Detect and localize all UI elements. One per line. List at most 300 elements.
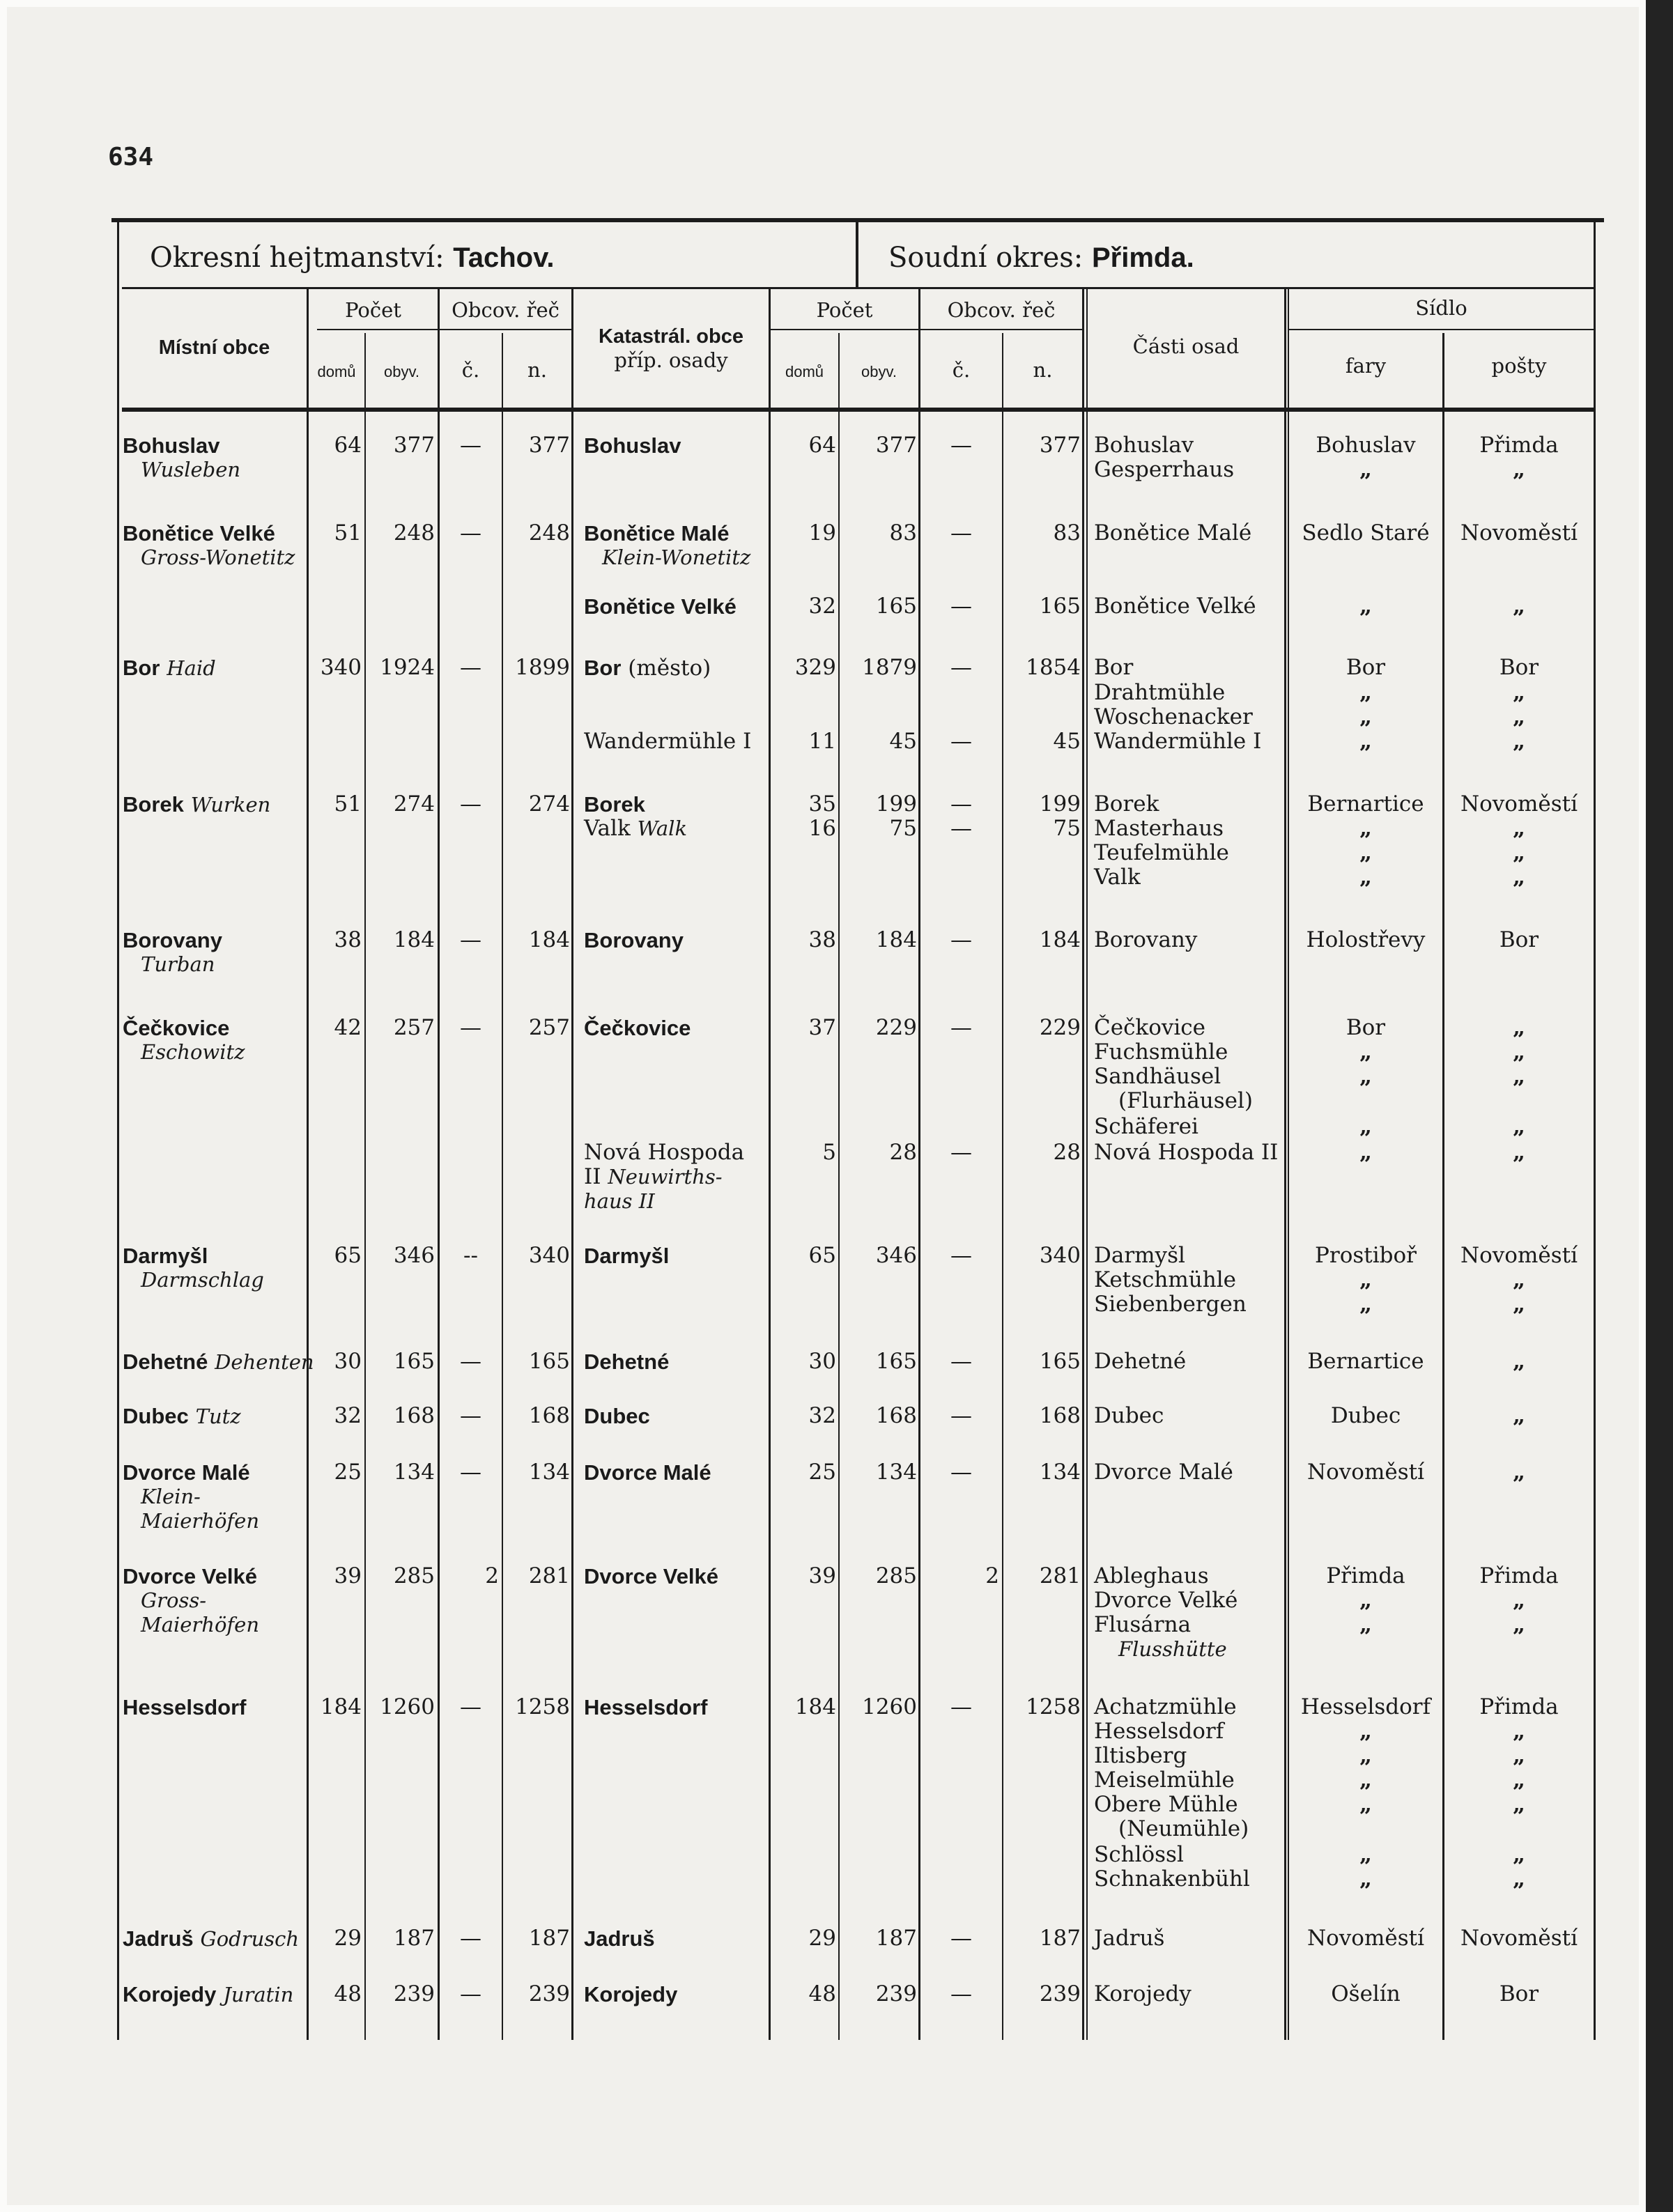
vrule-left bbox=[117, 222, 119, 2040]
hdr-obyv-1: obyv. bbox=[384, 363, 419, 380]
cast-osady: Achatzmühle bbox=[1094, 1694, 1237, 1719]
katastr-name-cz: Dvorce Malé bbox=[584, 1460, 711, 1485]
obec-cesky: — bbox=[460, 1460, 481, 1485]
sidlo-fary: Novoměstí bbox=[1307, 1460, 1424, 1485]
katastr-obyv: 285 bbox=[875, 1563, 917, 1588]
obec-name bbox=[123, 1244, 305, 1269]
obec-name-de: Dehenten bbox=[215, 1350, 314, 1374]
katastr-cesky: — bbox=[950, 791, 972, 817]
katastr-cesky: — bbox=[950, 1926, 972, 1951]
katastr-obyv: 346 bbox=[875, 1243, 917, 1268]
vrule-c2 bbox=[364, 333, 366, 2040]
obec-domu: 65 bbox=[334, 1243, 362, 1268]
cast-osady: Bonětice Velké bbox=[1094, 594, 1256, 619]
hdr-domu-1: domů bbox=[317, 363, 356, 380]
cast-osady: Čečkovice bbox=[1094, 1015, 1206, 1040]
katastr-cesky: — bbox=[950, 520, 972, 546]
obec-name-de: Eschowitz bbox=[141, 1040, 245, 1064]
katastr-obyv: 187 bbox=[875, 1926, 917, 1951]
vrule-c10b bbox=[1086, 289, 1088, 2040]
sidlo-fary: „ bbox=[1359, 1612, 1372, 1637]
obec-name bbox=[123, 1982, 305, 2007]
katastr-name-cz: Nová Hospoda bbox=[584, 1140, 745, 1165]
katastr-name bbox=[584, 1140, 767, 1165]
katastr-domu: 32 bbox=[808, 1403, 836, 1428]
pocet1-rule bbox=[317, 329, 571, 330]
okres-title: Okresní hejtmanství: Tachov. bbox=[150, 242, 555, 274]
katastr-name bbox=[584, 1016, 767, 1041]
vrule-c3 bbox=[438, 289, 440, 2040]
obec-nemecky: 134 bbox=[528, 1460, 570, 1485]
obec-cesky: — bbox=[460, 791, 481, 817]
sidlo-posty: „ bbox=[1513, 1612, 1525, 1637]
cast-osady: Wandermühle I bbox=[1094, 729, 1262, 754]
katastr-obyv: 199 bbox=[875, 791, 917, 817]
obec-nemecky: 257 bbox=[528, 1015, 570, 1040]
obec-name-de: Maierhöfen bbox=[141, 1613, 259, 1637]
katastr-cesky: — bbox=[950, 1694, 972, 1719]
katastr-name bbox=[584, 656, 767, 681]
katastr-name-cz: Dehetné bbox=[584, 1349, 670, 1374]
obec-nemecky: 1899 bbox=[515, 655, 570, 680]
cast-osady: Fuchsmühle bbox=[1094, 1039, 1228, 1065]
katastr-line bbox=[584, 1189, 767, 1214]
obec-nemecky: 281 bbox=[528, 1563, 570, 1588]
sidlo-posty: „ bbox=[1513, 1039, 1525, 1065]
obec-name-cz: Bonětice Velké bbox=[123, 521, 275, 546]
obec-nemecky: 184 bbox=[528, 927, 570, 952]
cast-osady: Sandhäusel bbox=[1094, 1064, 1221, 1089]
katastr-nemecky: 340 bbox=[1039, 1243, 1081, 1268]
scan-edge bbox=[1646, 0, 1673, 2212]
sidlo-posty: „ bbox=[1513, 1768, 1525, 1793]
katastr-nemecky: 168 bbox=[1039, 1403, 1081, 1428]
sidlo-fary: „ bbox=[1359, 1267, 1372, 1292]
obec-obyv: 285 bbox=[393, 1563, 435, 1588]
obec-cesky: — bbox=[460, 433, 481, 458]
sidlo-posty: „ bbox=[1513, 1792, 1525, 1817]
katastr-line-de: Neuwirths- bbox=[608, 1165, 723, 1189]
katastr-obyv: 229 bbox=[875, 1015, 917, 1040]
obec-domu: 64 bbox=[334, 433, 362, 458]
katastr-name bbox=[584, 1460, 767, 1485]
obec-obyv: 134 bbox=[393, 1460, 435, 1485]
katastr-domu: 29 bbox=[808, 1926, 836, 1951]
sidlo-posty: Novoměstí bbox=[1460, 1926, 1578, 1951]
sidlo-posty: „ bbox=[1513, 729, 1525, 754]
katastr-nemecky: 134 bbox=[1039, 1460, 1081, 1485]
katastr-domu: 32 bbox=[808, 594, 836, 619]
obec-name-cz: Bohuslav bbox=[123, 433, 220, 458]
katastr-domu: 48 bbox=[808, 1981, 836, 2006]
obec-name bbox=[123, 1695, 305, 1720]
obec-obyv: 346 bbox=[393, 1243, 435, 1268]
obec-name-de: Darmschlag bbox=[141, 1268, 264, 1292]
cast-osady: Borovany bbox=[1094, 927, 1198, 952]
obec-cesky: — bbox=[460, 1694, 481, 1719]
obec-domu: 51 bbox=[334, 791, 362, 817]
katastr-cesky: — bbox=[950, 655, 972, 680]
katastr-name-cz: Bor bbox=[584, 656, 622, 680]
obec-name-de: Turban bbox=[141, 952, 215, 976]
obec-obyv: 1924 bbox=[380, 655, 435, 680]
katastr-name-cz: Bohuslav bbox=[584, 433, 681, 458]
katastr-domu: 37 bbox=[808, 1015, 836, 1040]
sidlo-fary: Holostřevy bbox=[1306, 927, 1426, 952]
katastr-name-cz: Čečkovice bbox=[584, 1016, 691, 1040]
cast-osady: Borek bbox=[1094, 791, 1159, 817]
cast-osady: Schnakenbühl bbox=[1094, 1866, 1250, 1892]
sidlo-posty: „ bbox=[1513, 1015, 1525, 1040]
obec-nemecky: 168 bbox=[528, 1403, 570, 1428]
katastr-name bbox=[584, 1982, 767, 2007]
sidlo-fary: „ bbox=[1359, 729, 1372, 754]
katastr-name-cz: Dubec bbox=[584, 1404, 650, 1428]
obec-domu: 30 bbox=[334, 1349, 362, 1374]
sidlo-fary: Bernartice bbox=[1307, 791, 1424, 817]
obec-domu: 39 bbox=[334, 1563, 362, 1588]
katastr-cesky: — bbox=[950, 594, 972, 619]
obec-cesky: — bbox=[460, 1981, 481, 2006]
obec-name-cz: Dubec bbox=[123, 1404, 189, 1428]
sidlo-fary: Hesselsdorf bbox=[1300, 1694, 1431, 1719]
cast-osady: Valk bbox=[1094, 865, 1141, 890]
sidlo-fary: „ bbox=[1359, 1140, 1372, 1165]
obec-obyv: 187 bbox=[393, 1926, 435, 1951]
sidlo-fary: „ bbox=[1359, 1768, 1372, 1793]
obec-name-de: Tutz bbox=[195, 1405, 241, 1428]
sidlo-fary: „ bbox=[1359, 1292, 1372, 1317]
katastr-name-cz: Wandermühle I bbox=[584, 729, 752, 754]
obec-name-de: Godrusch bbox=[200, 1927, 300, 1951]
pocet2-rule bbox=[770, 329, 1084, 330]
sidlo-fary: Sedlo Staré bbox=[1302, 520, 1430, 546]
cast-osady: Dehetné bbox=[1094, 1349, 1187, 1374]
sidlo-fary: Přimda bbox=[1326, 1563, 1405, 1588]
katastr-obyv: 239 bbox=[875, 1981, 917, 2006]
katastr-cesky: — bbox=[950, 1349, 972, 1374]
katastr-name bbox=[584, 1349, 767, 1375]
katastr-name bbox=[584, 1695, 767, 1720]
katastr-nemecky: 199 bbox=[1039, 791, 1081, 817]
katastr-cesky: — bbox=[950, 816, 972, 841]
katastr-name-cz: Jadruš bbox=[584, 1926, 655, 1951]
obec-domu: 29 bbox=[334, 1926, 362, 1951]
sidlo-posty: Přimda bbox=[1479, 433, 1559, 458]
katastr-obyv: 75 bbox=[889, 816, 917, 841]
cast-osady: Bor bbox=[1094, 655, 1134, 680]
sidlo-posty: „ bbox=[1513, 865, 1525, 890]
obec-cesky: — bbox=[460, 927, 481, 952]
hdr-sidlo: Sídlo bbox=[1415, 296, 1467, 320]
katastr-nemecky: 165 bbox=[1039, 1349, 1081, 1374]
katastr-name bbox=[584, 594, 767, 619]
hdr-c-1: č. bbox=[461, 358, 480, 382]
katastr-obyv: 165 bbox=[875, 1349, 917, 1374]
katastr-name bbox=[584, 729, 767, 754]
obec-domu: 184 bbox=[320, 1694, 362, 1719]
katastr-nemecky: 1258 bbox=[1026, 1694, 1081, 1719]
obec-name bbox=[123, 656, 305, 681]
cast-osady: Iltisberg bbox=[1094, 1743, 1187, 1768]
hdr-mistni-obce: Místní obce bbox=[158, 337, 270, 359]
sidlo-fary: Bernartice bbox=[1307, 1349, 1424, 1374]
sidlo-rule bbox=[1288, 329, 1594, 330]
sidlo-posty: „ bbox=[1513, 1267, 1525, 1292]
cast-osady: Meiselmühle bbox=[1094, 1768, 1235, 1793]
cast-osady: Ketschmühle bbox=[1094, 1267, 1236, 1292]
obec-cesky: — bbox=[460, 1403, 481, 1428]
obec-name-cz: Borovany bbox=[123, 928, 222, 952]
katastr-domu: 30 bbox=[808, 1349, 836, 1374]
katastr-cesky: — bbox=[950, 433, 972, 458]
sidlo-fary: Prostiboř bbox=[1315, 1243, 1417, 1268]
obec-name bbox=[123, 1016, 305, 1041]
katastr-nemecky: 281 bbox=[1039, 1563, 1081, 1588]
obec-name-de: Gross- bbox=[141, 1588, 207, 1612]
sidlo-fary: Bohuslav bbox=[1316, 433, 1416, 458]
obec-obyv: 168 bbox=[393, 1403, 435, 1428]
katastr-obyv: 134 bbox=[875, 1460, 917, 1485]
obec-name-cz: Dehetné bbox=[123, 1349, 208, 1374]
sidlo-fary: „ bbox=[1359, 1114, 1372, 1139]
katastr-obyv: 184 bbox=[875, 927, 917, 952]
obec-obyv: 377 bbox=[393, 433, 435, 458]
sidlo-fary: „ bbox=[1359, 457, 1372, 482]
cast-osady: Siebenbergen bbox=[1094, 1292, 1247, 1317]
katastr-name-de: Klein-Wonetitz bbox=[602, 546, 751, 569]
obec-domu: 32 bbox=[334, 1403, 362, 1428]
katastr-obyv: 377 bbox=[875, 433, 917, 458]
cast-osady: Schlössl bbox=[1094, 1842, 1184, 1867]
obec-name-de: Gross-Wonetitz bbox=[141, 546, 295, 569]
sidlo-fary: „ bbox=[1359, 594, 1372, 619]
obec-obyv: 239 bbox=[393, 1981, 435, 2006]
obec-name-cz: Dvorce Malé bbox=[123, 1460, 250, 1485]
sidlo-posty: „ bbox=[1513, 1292, 1525, 1317]
cast-osady: Flusshütte bbox=[1118, 1637, 1227, 1661]
obec-name bbox=[123, 792, 305, 817]
obec-name-cz: Čečkovice bbox=[123, 1016, 230, 1040]
katastr-name-cz: Korojedy bbox=[584, 1982, 678, 2006]
sidlo-fary: „ bbox=[1359, 1719, 1372, 1744]
obec-name-cz: Borek bbox=[123, 792, 184, 817]
obec-nemecky: 377 bbox=[528, 433, 570, 458]
obec-name bbox=[123, 521, 305, 546]
cast-osady: Dubec bbox=[1094, 1403, 1164, 1428]
katastr-nemecky: 187 bbox=[1039, 1926, 1081, 1951]
cast-osady: Gesperrhaus bbox=[1094, 457, 1235, 482]
katastr-line-cz: II bbox=[584, 1164, 608, 1189]
katastr-domu: 19 bbox=[808, 520, 836, 546]
hdr-pocet-1: Počet bbox=[345, 298, 401, 322]
katastr-name-cz: Valk bbox=[584, 816, 631, 841]
katastr-name bbox=[584, 928, 767, 953]
obec-name-de: Klein- bbox=[141, 1485, 201, 1508]
cast-osady: Schäferei bbox=[1094, 1114, 1198, 1139]
hdr-obcov-rec-2: Obcov. řeč bbox=[947, 298, 1056, 322]
katastr-cesky: — bbox=[950, 1140, 972, 1165]
hdr-domu-2: domů bbox=[785, 363, 824, 380]
katastr-obyv: 1260 bbox=[862, 1694, 917, 1719]
obec-nemecky: 340 bbox=[528, 1243, 570, 1268]
sidlo-fary: „ bbox=[1359, 1866, 1372, 1892]
katastr-domu: 5 bbox=[822, 1140, 836, 1165]
hdr-c-2: č. bbox=[952, 358, 971, 382]
vrule-c4 bbox=[502, 333, 503, 2040]
sidlo-posty: „ bbox=[1513, 1349, 1525, 1374]
hdr-fary: fary bbox=[1345, 354, 1387, 378]
katastr-name bbox=[584, 1926, 767, 1951]
obec-name bbox=[123, 433, 305, 458]
obec-obyv: 1260 bbox=[380, 1694, 435, 1719]
cast-osady: Korojedy bbox=[1094, 1981, 1192, 2006]
sidlo-fary: „ bbox=[1359, 865, 1372, 890]
obec-domu: 340 bbox=[320, 655, 362, 680]
sidlo-fary: Ošelín bbox=[1331, 1981, 1401, 2006]
obec-obyv: 274 bbox=[393, 791, 435, 817]
sidlo-posty: „ bbox=[1513, 1403, 1525, 1428]
obec-domu: 42 bbox=[334, 1015, 362, 1040]
page-number: 634 bbox=[108, 143, 154, 171]
obec-name-cz: Korojedy bbox=[123, 1982, 217, 2006]
katastr-domu: 38 bbox=[808, 927, 836, 952]
obec-name-cz: Dvorce Velké bbox=[123, 1564, 258, 1588]
cast-osady: Drahtmühle bbox=[1094, 680, 1226, 705]
sidlo-posty: „ bbox=[1513, 1460, 1525, 1485]
soud-title: Soudní okres: Přimda. bbox=[888, 242, 1194, 274]
obec-domu: 51 bbox=[334, 520, 362, 546]
obec-name-cz: Jadruš bbox=[123, 1926, 194, 1951]
sidlo-fary: „ bbox=[1359, 1588, 1372, 1613]
sidlo-posty: Přimda bbox=[1479, 1694, 1559, 1719]
sidlo-posty: „ bbox=[1513, 1588, 1525, 1613]
sidlo-posty: „ bbox=[1513, 840, 1525, 865]
sidlo-fary: „ bbox=[1359, 1792, 1372, 1817]
obec-domu: 38 bbox=[334, 927, 362, 952]
sidlo-posty: „ bbox=[1513, 1743, 1525, 1768]
sidlo-posty: Novoměstí bbox=[1460, 1243, 1578, 1268]
katastr-name-cz: Borovany bbox=[584, 928, 684, 952]
katastr-name bbox=[584, 1404, 767, 1429]
cast-osady: Nová Hospoda II bbox=[1094, 1140, 1279, 1165]
sidlo-posty: Bor bbox=[1499, 927, 1539, 952]
katastr-domu: 35 bbox=[808, 791, 836, 817]
cast-osady: Dvorce Velké bbox=[1094, 1588, 1238, 1613]
obec-obyv: 184 bbox=[393, 927, 435, 952]
obec-name-de: Wusleben bbox=[141, 458, 241, 481]
katastr-domu: 25 bbox=[808, 1460, 836, 1485]
katastr-nemecky: 377 bbox=[1039, 433, 1081, 458]
obec-nemecky: 1258 bbox=[515, 1694, 570, 1719]
cast-osady: Masterhaus bbox=[1094, 816, 1224, 841]
vrule-c10 bbox=[1082, 289, 1084, 2040]
obec-domu: 25 bbox=[334, 1460, 362, 1485]
sidlo-fary: Bor bbox=[1346, 655, 1386, 680]
sidlo-posty: „ bbox=[1513, 1114, 1525, 1139]
vrule-c1 bbox=[307, 289, 309, 2040]
hdr-n-2: n. bbox=[1033, 358, 1053, 382]
vrule-title-split bbox=[856, 222, 858, 288]
cast-osady: Ableghaus bbox=[1094, 1563, 1209, 1588]
katastr-nemecky: 83 bbox=[1053, 520, 1081, 546]
obec-cesky: -- bbox=[463, 1243, 478, 1268]
sidlo-posty: „ bbox=[1513, 1140, 1525, 1165]
obec-cesky: — bbox=[460, 1015, 481, 1040]
sidlo-fary: Novoměstí bbox=[1307, 1926, 1424, 1951]
obec-cesky: 2 bbox=[485, 1563, 499, 1588]
cast-osady: (Flurhäusel) bbox=[1118, 1088, 1253, 1113]
katastr-nemecky: 184 bbox=[1039, 927, 1081, 952]
sidlo-posty: „ bbox=[1513, 704, 1525, 729]
sidlo-posty: „ bbox=[1513, 457, 1525, 482]
obec-obyv: 248 bbox=[393, 520, 435, 546]
katastr-name bbox=[584, 817, 767, 841]
hdr-posty: pošty bbox=[1491, 354, 1547, 378]
sidlo-posty: „ bbox=[1513, 680, 1525, 705]
sidlo-fary: „ bbox=[1359, 816, 1372, 841]
obec-cesky: — bbox=[460, 1349, 481, 1374]
katastr-nemecky: 239 bbox=[1039, 1981, 1081, 2006]
hdr-katastr: Katastrál. obce bbox=[599, 325, 743, 348]
cast-osady: Darmyšl bbox=[1094, 1243, 1185, 1268]
katastr-nemecky: 45 bbox=[1053, 729, 1081, 754]
hdr-katastr-2: příp. osady bbox=[614, 348, 728, 372]
katastr-line-de: haus II bbox=[584, 1189, 655, 1213]
obec-name-cz: Hesselsdorf bbox=[123, 1695, 247, 1719]
obec-nemecky: 239 bbox=[528, 1981, 570, 2006]
katastr-cesky: — bbox=[950, 927, 972, 952]
katastr-cesky: — bbox=[950, 1015, 972, 1040]
sidlo-posty: „ bbox=[1513, 1842, 1525, 1867]
cast-osady: Dvorce Malé bbox=[1094, 1460, 1233, 1485]
sidlo-fary: „ bbox=[1359, 1842, 1372, 1867]
sidlo-posty: „ bbox=[1513, 594, 1525, 619]
obec-name bbox=[123, 1404, 305, 1429]
obec-name-cz: Darmyšl bbox=[123, 1244, 208, 1268]
sidlo-fary: „ bbox=[1359, 840, 1372, 865]
katastr-domu: 64 bbox=[808, 433, 836, 458]
katastr-domu: 16 bbox=[808, 816, 836, 841]
cast-osady: Hesselsdorf bbox=[1094, 1719, 1224, 1744]
katastr-domu: 329 bbox=[794, 655, 836, 680]
katastr-cesky: — bbox=[950, 1403, 972, 1428]
cast-osady: (Neumühle) bbox=[1118, 1816, 1249, 1841]
katastr-obyv: 83 bbox=[889, 520, 917, 546]
obec-name-de: Maierhöfen bbox=[141, 1509, 259, 1533]
cast-osady: Woschenacker bbox=[1094, 704, 1253, 729]
obec-nemecky: 165 bbox=[528, 1349, 570, 1374]
katastr-nemecky: 229 bbox=[1039, 1015, 1081, 1040]
sidlo-posty: Novoměstí bbox=[1460, 791, 1578, 817]
obec-cesky: — bbox=[460, 1926, 481, 1951]
katastr-domu: 184 bbox=[794, 1694, 836, 1719]
obec-name-de: Wurken bbox=[190, 793, 271, 817]
cast-osady: Flusárna bbox=[1094, 1612, 1192, 1637]
katastr-cesky: 2 bbox=[985, 1563, 999, 1588]
vrule-right bbox=[1594, 222, 1596, 2040]
katastr-obyv: 165 bbox=[875, 594, 917, 619]
obec-name bbox=[123, 928, 305, 953]
katastr-suffix: (město) bbox=[621, 656, 711, 681]
obec-name bbox=[123, 1349, 314, 1375]
obec-nemecky: 248 bbox=[528, 520, 570, 546]
vrule-c5 bbox=[571, 289, 573, 2040]
vrule-c7 bbox=[838, 333, 840, 2040]
sidlo-posty: Bor bbox=[1499, 655, 1539, 680]
katastr-name bbox=[584, 1244, 767, 1269]
katastr-obyv: 168 bbox=[875, 1403, 917, 1428]
